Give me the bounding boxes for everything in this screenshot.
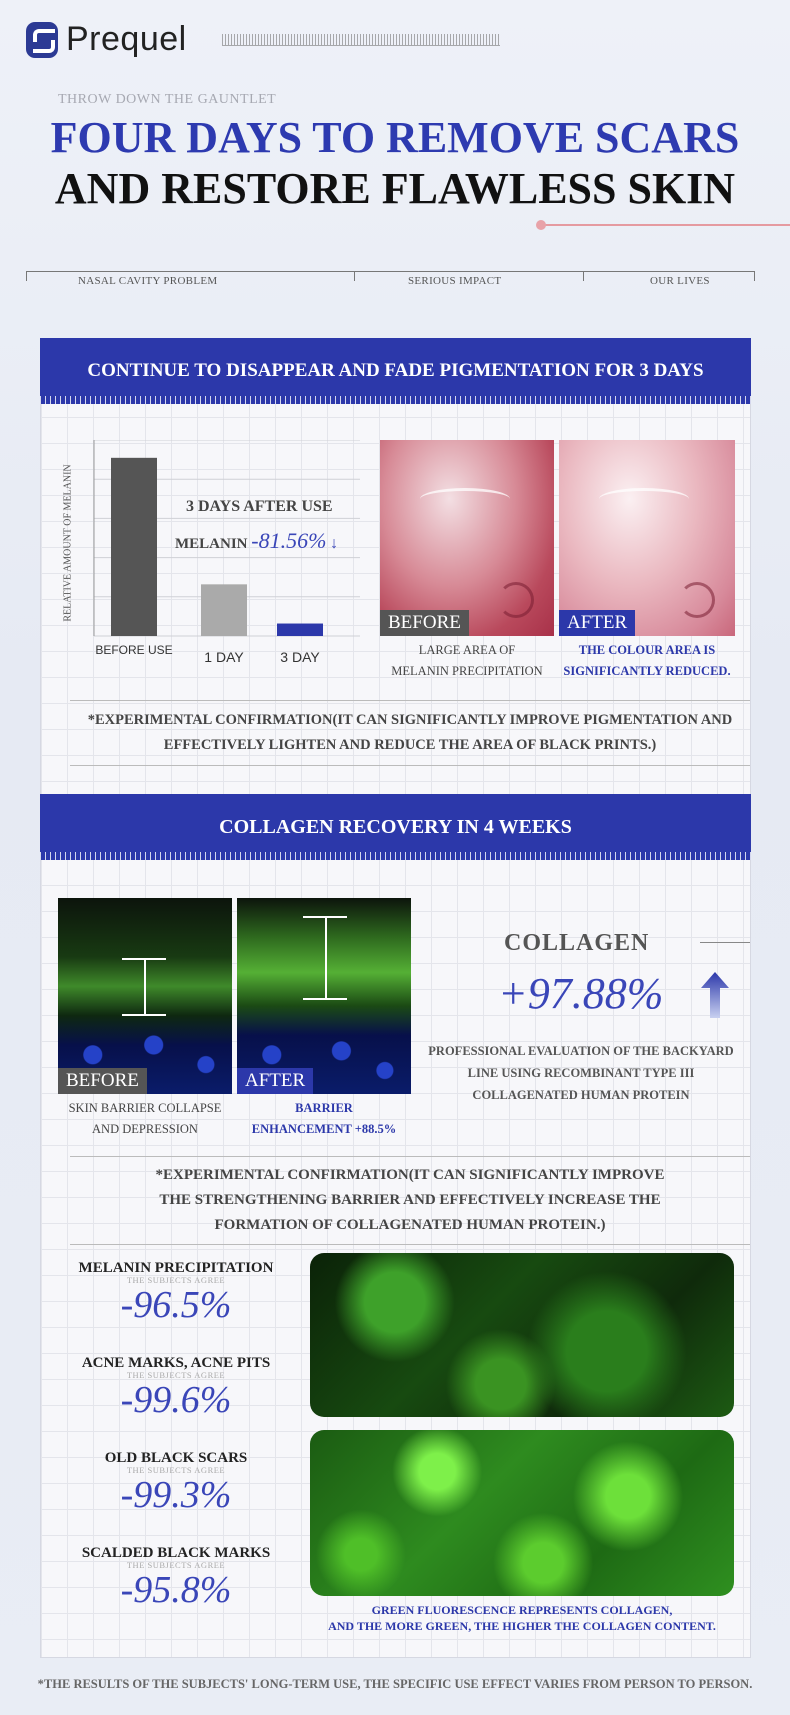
before-tag: BEFORE [58,1068,147,1094]
collagen-title: COLLAGEN [504,930,650,956]
section2-heading-text: COLLAGEN RECOVERY IN 4 WEEKS [219,816,572,838]
microscopy-after-image [237,898,411,1094]
decorative-red-line [538,224,790,226]
hero-title-line1: FOUR DAYS TO REMOVE SCARS [50,113,740,162]
chart-bar-1-day [201,584,247,636]
chart-tick-label: BEFORE USE [95,643,173,657]
eye-shape [599,488,689,510]
barrier-after-caption: BARRIER ENHANCEMENT +88.5% [251,1101,397,1136]
fluorescence-caption: GREEN FLUORESCENCE REPRESENTS COLLAGEN, AND THE MORE GREEN, THE HIGHER THE COLLAGEN CONTENT. [328,1603,716,1633]
nav-divider [26,271,754,272]
stat-scalded-black-marks: SCALDED BLACK MARKS THE SUBJECTS AGREE -95.8% [81,1545,271,1611]
arrow-down-icon: ↓ [330,535,339,552]
nav-tick [26,271,27,281]
melanin-bar-chart [80,440,370,670]
days-after-label: 3 DAYS AFTER USE [186,498,333,515]
decorative-arrow-line [700,942,750,943]
melanin-label: MELANIN [175,536,248,552]
before-tag: BEFORE [380,610,469,636]
section1-heading [40,338,751,404]
chart-bar-3-day [277,624,323,636]
eye-shape [420,488,510,510]
brand-logo[interactable] [26,20,187,59]
chart-tick-label: 1 DAY [204,649,244,665]
decorative-red-dot [536,220,546,230]
before-caption: LARGE AREA OF MELANIN PRECIPITATION [391,643,543,678]
collagen-pct: +97.88% [498,969,664,1018]
stat-acne-marks: ACNE MARKS, ACNE PITS THE SUBJECTS AGREE -99.6% [81,1355,271,1421]
microscopy-before-image [58,898,232,1094]
melanin-reduction [175,528,338,554]
skin-before-image [380,440,554,636]
nav-item-our-lives[interactable]: OUR LIVES [650,275,710,287]
after-tag: AFTER [559,610,635,636]
fluorescence-image-2 [310,1430,734,1596]
stat-melanin-precipitation: MELANIN PRECIPITATION THE SUBJECTS AGREE -96.5% [78,1260,274,1326]
arrow-up-icon [700,970,730,1020]
band-ruler [40,852,751,860]
brand-name: Prequel [66,20,187,58]
nose-shape [679,582,715,618]
nav-tick [754,271,755,281]
experiment-note-1: *EXPERIMENTAL CONFIRMATION(IT CAN SIGNIFICANTLY IMPROVE PIGMENTATION AND EFFECTIVELY LIGHTEN AND REDUCE THE AREA OF BLACK PRINTS.) [70,700,750,766]
band-ruler [40,396,751,404]
chart-tick-label: 3 DAY [280,649,320,665]
barrier-before-caption: SKIN BARRIER COLLAPSE AND DEPRESSION [68,1101,222,1136]
logo-icon [26,22,58,58]
after-tag: AFTER [237,1068,313,1094]
footer-disclaimer: *THE RESULTS OF THE SUBJECTS' LONG-TERM USE, THE SPECIFIC USE EFFECT VARIES FROM PERSON TO PERSON. [37,1677,753,1691]
decorative-ruler [222,34,500,46]
chart-ylabel: RELATIVE AMOUNT OF MELANIN [62,463,74,622]
hero-eyebrow: THROW DOWN THE GAUNTLET [58,92,277,107]
nav-item-serious-impact[interactable]: SERIOUS IMPACT [408,275,502,287]
experiment-note-2: *EXPERIMENTAL CONFIRMATION(IT CAN SIGNIFICANTLY IMPROVE THE STRENGTHENING BARRIER AND EFFECTIVELY INCREASE THE FORMATION OF COLLAGENATED HUMAN PROTEIN.) [70,1156,750,1245]
nav-tick [354,271,355,281]
nav-item-nasal-cavity[interactable]: NASAL CAVITY PROBLEM [78,275,218,287]
after-caption: THE COLOUR AREA IS SIGNIFICANTLY REDUCED. [563,643,731,678]
nose-shape [498,582,534,618]
stat-old-black-scars: OLD BLACK SCARS THE SUBJECTS AGREE -99.3% [104,1450,248,1516]
fluorescence-image-1 [310,1253,734,1417]
chart-bar-before-use [111,458,157,636]
section1-heading-text: CONTINUE TO DISAPPEAR AND FADE PIGMENTATION FOR 3 DAYS [87,360,704,381]
section2-heading [40,794,751,860]
collagen-description: PROFESSIONAL EVALUATION OF THE BACKYARD LINE USING RECOMBINANT TYPE III COLLAGENATED HUMAN PROTEIN [428,1044,734,1102]
nav-tick [583,271,584,281]
melanin-pct: -81.56% [251,528,327,553]
skin-after-image [559,440,735,636]
hero-title-line2: AND RESTORE FLAWLESS SKIN [54,164,736,213]
